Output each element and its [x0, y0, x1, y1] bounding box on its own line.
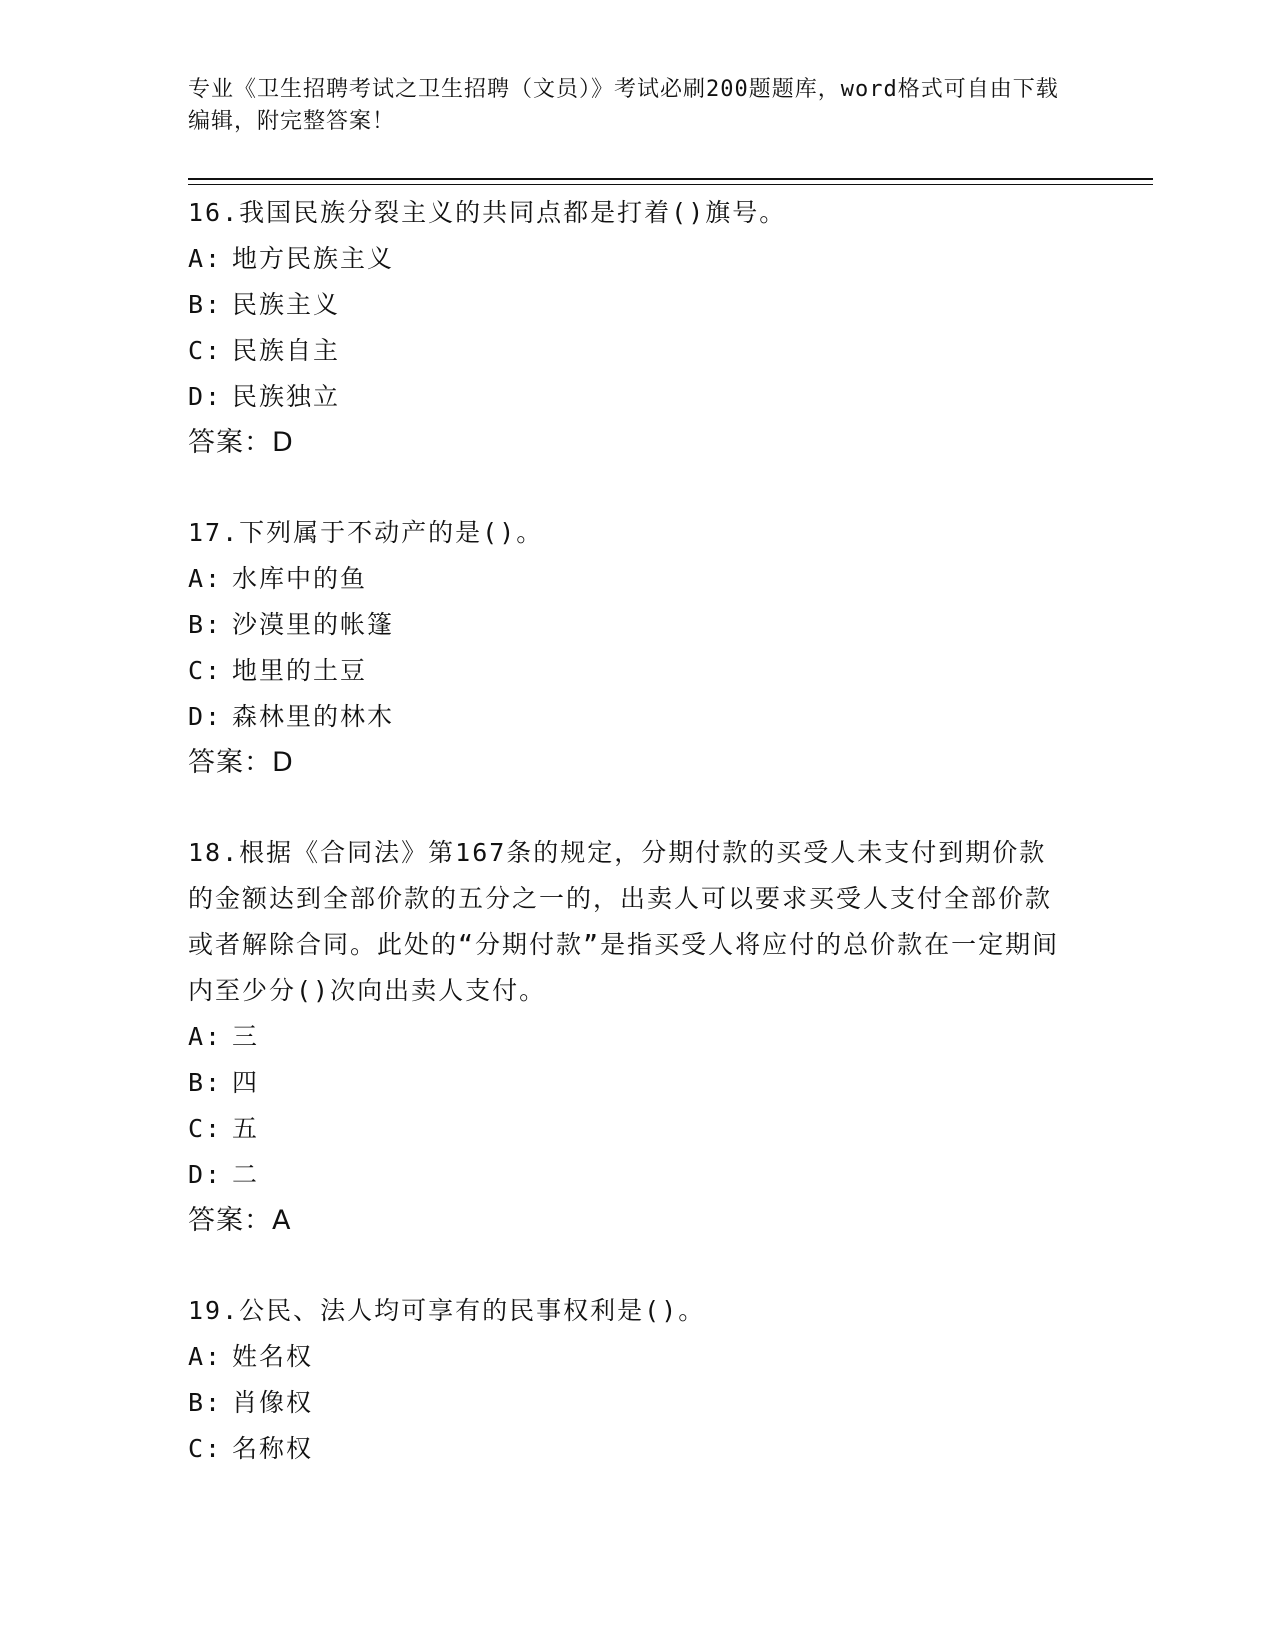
- question-19: [188, 1288, 1088, 1472]
- option-b: [188, 1060, 1088, 1106]
- option-a: [188, 236, 1088, 282]
- option-d: [188, 374, 1088, 420]
- option-letter: D:: [188, 702, 223, 731]
- question-stem: 18.根据《合同法》第167条的规定，分期付款的买受人未支付到期价款的金额达到全部价款的五分之一的，出卖人可以要求买受人支付全部价款或者解除合同。此处的“分期付款”是指买受人将应付的总价款在一定期间内至少分()次向出卖人支付。: [188, 838, 1060, 1005]
- option-text: 肖像权: [232, 1388, 314, 1417]
- option-b: [188, 282, 1088, 328]
- option-c: [188, 1106, 1088, 1152]
- option-text: 姓名权: [232, 1342, 314, 1371]
- option-d: [188, 1152, 1088, 1198]
- option-letter: D:: [188, 382, 223, 411]
- option-b: [188, 1380, 1088, 1426]
- option-letter: B:: [188, 290, 223, 319]
- option-letter: C:: [188, 1434, 223, 1463]
- question-stem: 16.我国民族分裂主义的共同点都是打着()旗号。: [188, 198, 787, 227]
- option-a: [188, 1334, 1088, 1380]
- option-text: 五: [232, 1114, 260, 1143]
- header-divider-thin: [188, 184, 1153, 185]
- option-b: [188, 602, 1088, 648]
- option-text: 地方民族主义: [232, 244, 395, 273]
- answer-line: 答案：D: [188, 427, 294, 458]
- header-note: 专业《卫生招聘考试之卫生招聘（文员）》考试必刷200题题库，word格式可自由下载编辑，附完整答案！: [188, 77, 1059, 134]
- option-text: 名称权: [232, 1434, 314, 1463]
- option-d: [188, 694, 1088, 740]
- answer-line: 答案：A: [188, 1205, 292, 1236]
- option-letter: A:: [188, 244, 223, 273]
- option-letter: C:: [188, 1114, 223, 1143]
- question-18: [188, 830, 1088, 1244]
- option-text: 民族主义: [232, 290, 341, 319]
- option-text: 水库中的鱼: [232, 564, 368, 593]
- option-c: [188, 328, 1088, 374]
- question-list: [188, 190, 1088, 1472]
- option-text: 森林里的林木: [232, 702, 395, 731]
- option-letter: A:: [188, 564, 223, 593]
- option-text: 二: [232, 1160, 260, 1189]
- option-a: [188, 556, 1088, 602]
- option-letter: A:: [188, 1342, 223, 1371]
- question-stem: 17.下列属于不动产的是()。: [188, 518, 544, 547]
- question-17: [188, 510, 1088, 786]
- header-divider-thick: [188, 178, 1153, 180]
- option-letter: D:: [188, 1160, 223, 1189]
- option-text: 三: [232, 1022, 260, 1051]
- option-text: 民族自主: [232, 336, 341, 365]
- option-text: 沙漠里的帐篷: [232, 610, 395, 639]
- option-c: [188, 1426, 1088, 1472]
- question-stem: 19.公民、法人均可享有的民事权利是()。: [188, 1296, 706, 1325]
- option-text: 四: [232, 1068, 260, 1097]
- question-16: [188, 190, 1088, 466]
- option-text: 民族独立: [232, 382, 341, 411]
- option-letter: B:: [188, 610, 223, 639]
- option-a: [188, 1014, 1088, 1060]
- answer-line: 答案：D: [188, 747, 294, 778]
- option-letter: B:: [188, 1388, 223, 1417]
- option-letter: B:: [188, 1068, 223, 1097]
- option-letter: A:: [188, 1022, 223, 1051]
- option-text: 地里的土豆: [232, 656, 368, 685]
- option-letter: C:: [188, 336, 223, 365]
- option-letter: C:: [188, 656, 223, 685]
- option-c: [188, 648, 1088, 694]
